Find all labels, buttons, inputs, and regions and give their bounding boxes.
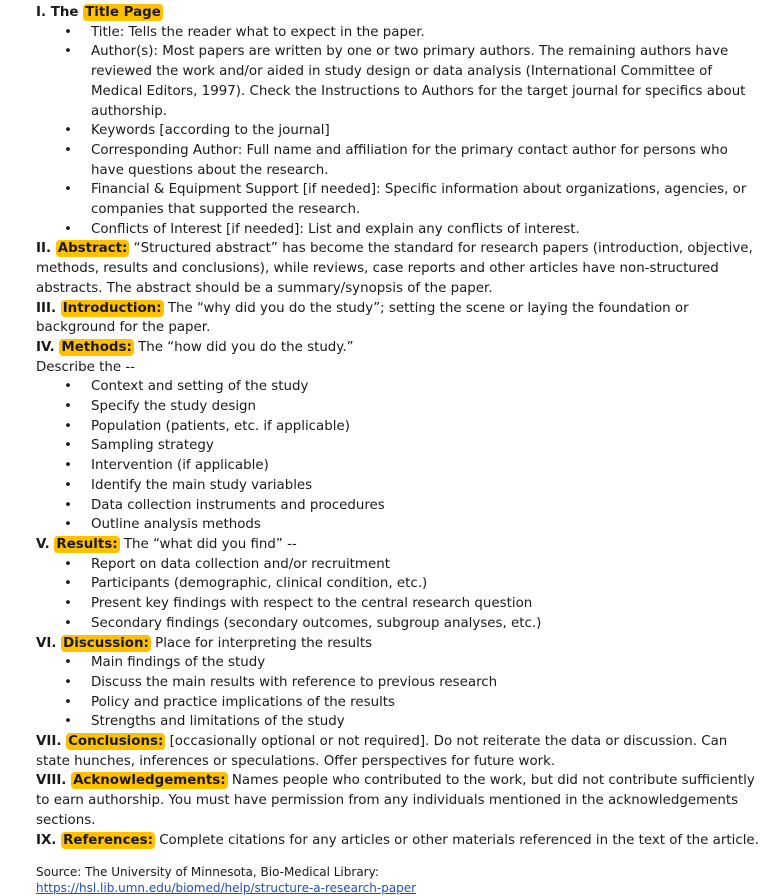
- section-heading-discussion: Discussion:: [63, 635, 149, 651]
- section-heading-abstract: Abstract:: [57, 241, 128, 257]
- section-conclusions: [36, 732, 764, 771]
- bullet: •: [64, 694, 72, 710]
- list-item: [36, 180, 764, 219]
- list-item: [36, 515, 764, 535]
- list-item-text: Specify the study design: [91, 399, 257, 415]
- bullet: •: [64, 123, 72, 139]
- list-item-text: Participants (demographic, clinical condition, etc.): [91, 576, 428, 592]
- section-number: III.: [36, 300, 61, 316]
- section-introduction: [36, 299, 764, 338]
- list-item-text: Outline analysis methods: [91, 517, 261, 533]
- list-item-text: Strengths and limitations of the study: [91, 714, 345, 730]
- list-item: [36, 594, 764, 614]
- section-acknowledgements: [36, 771, 764, 830]
- list-item: [36, 712, 764, 732]
- list-item-text: Financial & Equipment Support [if needed]: Specific information about organizations, agencies, or companies that supported the research.: [91, 182, 747, 218]
- section-number: VII.: [36, 734, 67, 750]
- section-references: [36, 831, 764, 851]
- methods-list: [36, 377, 764, 535]
- list-item-text: Present key findings with respect to the central research question: [91, 596, 533, 612]
- section-results: [36, 535, 764, 555]
- document: [36, 3, 764, 896]
- list-item: [36, 574, 764, 594]
- list-item: [36, 397, 764, 417]
- bullet: •: [64, 655, 72, 671]
- list-item-text: Policy and practice implications of the results: [91, 694, 396, 710]
- section-body: The “why did you do the study”; setting the scene or laying the foundation or background for the paper.: [36, 300, 689, 336]
- list-item-text: Keywords [according to the journal]: [91, 123, 330, 139]
- section-body: Complete citations for any articles or other materials referenced in the text of the article.: [154, 832, 759, 848]
- section-heading-acknowledgements: Acknowledgements:: [73, 773, 226, 789]
- bullet: •: [64, 596, 72, 612]
- section-body: “Structured abstract” has become the standard for research papers (introduction, objective, methods, results and conclusions), while reviews, case reports and other articles have non-structured abstracts. The abstract should be a summary/synopsis of the paper.: [36, 241, 753, 296]
- section-number: I. The: [36, 5, 84, 20]
- list-item-text: Population (patients, etc. if applicable): [91, 418, 350, 434]
- bullet: •: [64, 399, 72, 415]
- bullet: •: [64, 221, 72, 237]
- bullet: •: [64, 477, 72, 493]
- section-methods: [36, 338, 764, 358]
- list-item: [36, 693, 764, 713]
- section-heading-title-page: Title Page: [85, 5, 161, 20]
- section-heading-results: Results:: [56, 536, 118, 552]
- list-item-text: Intervention (if applicable): [91, 458, 269, 474]
- section-body: [occasionally optional or not required]. Do not reiterate the data or discussion. Can state hunches, inferences or speculations. Offer perspectives for future work.: [36, 734, 728, 769]
- bullet: •: [64, 379, 72, 395]
- list-item-text: Data collection instruments and procedures: [91, 497, 385, 513]
- bullet: •: [64, 497, 72, 513]
- bullet: •: [64, 458, 72, 474]
- list-item-text: Discuss the main results with reference to previous research: [91, 674, 498, 690]
- list-item-text: Title: Tells the reader what to expect in the paper.: [91, 24, 425, 40]
- bullet: •: [64, 517, 72, 533]
- list-item: [36, 121, 764, 141]
- section-title-page: [36, 3, 764, 23]
- list-item: [36, 476, 764, 496]
- section-number: IX.: [36, 832, 62, 848]
- list-item-text: Secondary findings (secondary outcomes, subgroup analyses, etc.): [91, 615, 542, 631]
- list-item: [36, 141, 764, 180]
- list-item: [36, 555, 764, 575]
- methods-lead: Describe the --: [36, 359, 136, 375]
- list-item: [36, 377, 764, 397]
- source-label: Source: The University of Minnesota, Bio-Medical Library:: [36, 865, 379, 880]
- list-item: [36, 456, 764, 476]
- section-number: V.: [36, 536, 55, 552]
- section-number: VIII.: [36, 773, 72, 789]
- list-item-text: Corresponding Author: Full name and affiliation for the primary contact author for persons who have questions about the research.: [91, 142, 728, 178]
- bullet: •: [64, 674, 72, 690]
- bullet: •: [64, 438, 72, 454]
- list-item: [36, 23, 764, 43]
- section-abstract: [36, 239, 764, 298]
- list-item: [36, 653, 764, 673]
- section-body: The “what did you find” --: [119, 536, 297, 552]
- source-citation: [36, 864, 764, 896]
- list-item: [36, 496, 764, 516]
- bullet: •: [64, 556, 72, 572]
- list-item-text: Conflicts of Interest [if needed]: List and explain any conflicts of interest.: [91, 221, 580, 237]
- bullet: •: [64, 44, 72, 60]
- bullet: •: [64, 615, 72, 631]
- section-number: II.: [36, 241, 56, 257]
- section-discussion: [36, 634, 764, 654]
- list-item: [36, 436, 764, 456]
- source-link[interactable]: https://hsl.lib.umn.edu/biomed/help/structure-a-research-paper: [36, 881, 417, 896]
- section-heading-conclusions: Conclusions:: [68, 734, 164, 750]
- list-item-text: Author(s): Most papers are written by one or two primary authors. The remaining authors have reviewed the work and/or aided in study design or data analysis (International Committee of Medical Editors, 1997). Check the Instructions to Authors for the target journal for specifics about authorship.: [91, 44, 746, 119]
- section-heading-references: References:: [63, 832, 153, 848]
- list-item-text: Report on data collection and/or recruitment: [91, 556, 390, 572]
- list-item: [36, 673, 764, 693]
- list-item-text: Sampling strategy: [91, 438, 214, 454]
- list-item-text: Context and setting of the study: [91, 379, 309, 395]
- section-heading-methods: Methods:: [61, 339, 132, 355]
- bullet: •: [64, 714, 72, 730]
- section-body: Place for interpreting the results: [150, 635, 373, 651]
- list-item: [36, 220, 764, 240]
- bullet: •: [64, 418, 72, 434]
- discussion-list: [36, 653, 764, 732]
- bullet: •: [64, 142, 72, 158]
- section-number: IV.: [36, 339, 60, 355]
- title-page-list: [36, 23, 764, 240]
- bullet: •: [64, 24, 72, 40]
- list-item: [36, 417, 764, 437]
- bullet: •: [64, 576, 72, 592]
- list-item: [36, 42, 764, 121]
- section-number: VI.: [36, 635, 62, 651]
- list-item-text: Identify the main study variables: [91, 477, 313, 493]
- bullet: •: [64, 182, 72, 198]
- results-list: [36, 555, 764, 634]
- list-item-text: Main findings of the study: [91, 655, 266, 671]
- section-body: Names people who contributed to the work, but did not contribute sufficiently to earn authorship. You must have permission from any individuals mentioned in the acknowledgements sections.: [36, 773, 755, 828]
- section-body: The “how did you do the study.”: [133, 339, 354, 355]
- list-item: [36, 614, 764, 634]
- section-heading-introduction: Introduction:: [62, 300, 162, 316]
